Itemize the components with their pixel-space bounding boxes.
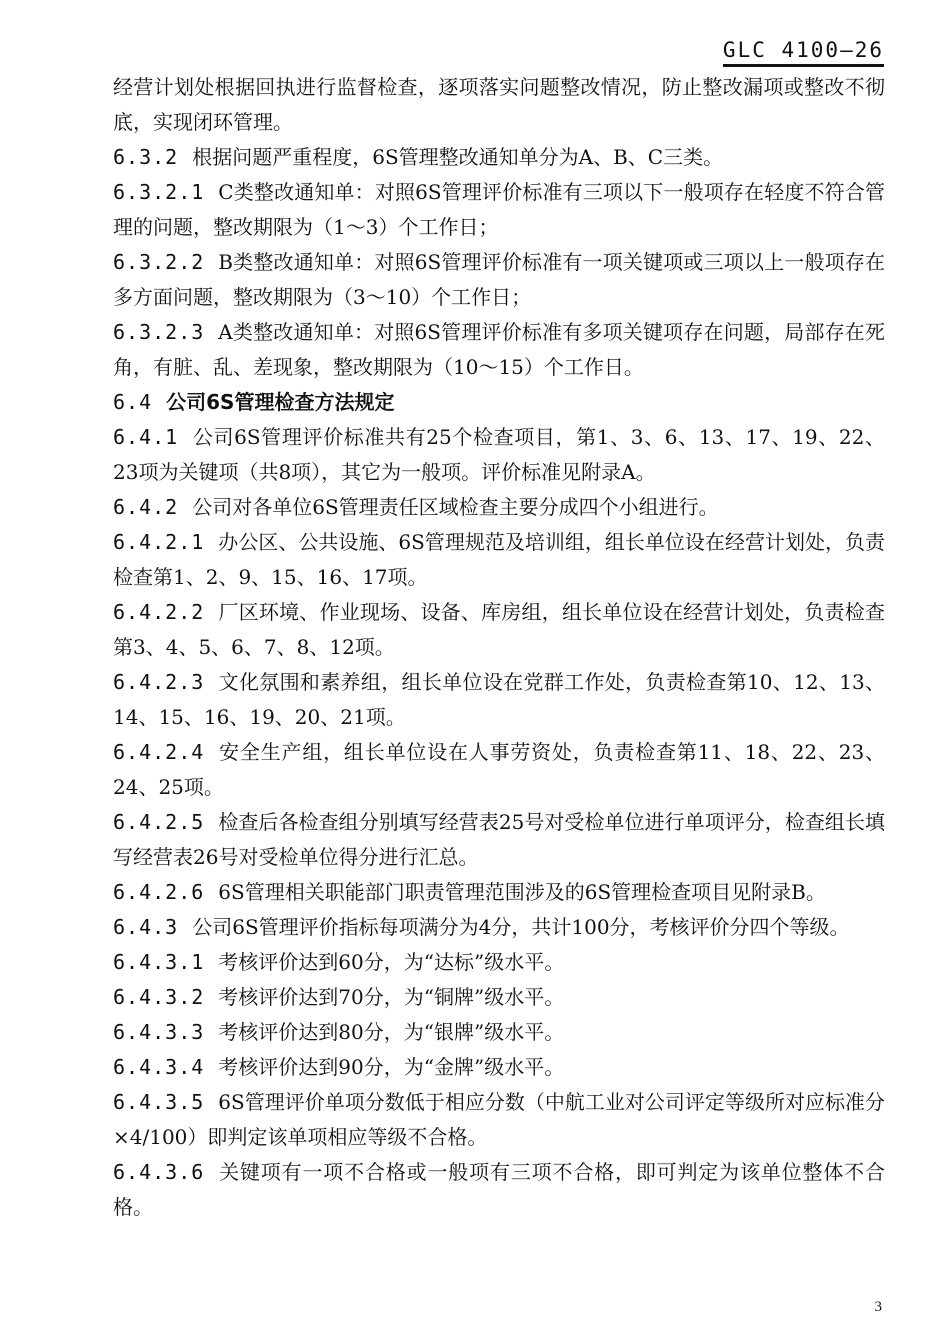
clause-number: 6.4.3.3 bbox=[113, 1020, 205, 1044]
clause-number: 6.4.2 bbox=[113, 495, 179, 519]
paragraph-text: A类整改通知单：对照6S管理评价标准有多项关键项存在问题，局部存在死角，有脏、乱、差现象，整改期限为（10～15）个工作日。 bbox=[113, 320, 885, 379]
paragraph bbox=[113, 315, 885, 385]
clause-number: 6.4.2.3 bbox=[113, 670, 205, 694]
paragraph-text: 考核评价达到80分，为“银牌”级水平。 bbox=[218, 1020, 565, 1044]
paragraph-text: 安全生产组，组长单位设在人事劳资处，负责检查第11、18、22、23、24、25项。 bbox=[113, 740, 885, 799]
paragraph bbox=[113, 420, 885, 490]
paragraph bbox=[113, 1050, 885, 1085]
paragraph bbox=[113, 1155, 885, 1225]
heading-text: 公司6S管理检查方法规定 bbox=[166, 390, 395, 414]
paragraph bbox=[113, 805, 885, 875]
clause-number: 6.4.2.1 bbox=[113, 530, 205, 554]
paragraph-text: 6S管理评价单项分数低于相应分数（中航工业对公司评定等级所对应标准分×4/100）即判定该单项相应等级不合格。 bbox=[113, 1090, 885, 1149]
document-code: GLC 4100—26 bbox=[723, 38, 884, 67]
paragraph-text: 检查后各检查组分别填写经营表25号对受检单位进行单项评分，检查组长填写经营表26号对受检单位得分进行汇总。 bbox=[113, 810, 885, 869]
paragraph bbox=[113, 735, 885, 805]
clause-number: 6.4.1 bbox=[113, 425, 179, 449]
clause-number: 6.4.3.5 bbox=[113, 1090, 205, 1114]
paragraph bbox=[113, 175, 885, 245]
clause-number: 6.3.2.3 bbox=[113, 320, 205, 344]
paragraph-text: 根据问题严重程度，6S管理整改通知单分为A、B、C三类。 bbox=[192, 145, 724, 169]
clause-number: 6.4.2.4 bbox=[113, 740, 205, 764]
paragraph bbox=[113, 875, 885, 910]
paragraph bbox=[113, 525, 885, 595]
paragraph-text: 厂区环境、作业现场、设备、库房组，组长单位设在经营计划处，负责检查第3、4、5、6、7、8、12项。 bbox=[113, 600, 885, 659]
clause-number: 6.4.2.5 bbox=[113, 810, 205, 834]
clause-number: 6.4.2.2 bbox=[113, 600, 205, 624]
paragraph-text: 考核评价达到90分，为“金牌”级水平。 bbox=[218, 1055, 565, 1079]
paragraph bbox=[113, 245, 885, 315]
paragraph bbox=[113, 665, 885, 735]
clause-number: 6.4.3 bbox=[113, 915, 179, 939]
section-heading bbox=[113, 385, 885, 420]
paragraph bbox=[113, 1015, 885, 1050]
paragraph-text: 考核评价达到60分，为“达标”级水平。 bbox=[218, 950, 565, 974]
paragraph-text: 公司对各单位6S管理责任区域检查主要分成四个小组进行。 bbox=[192, 495, 719, 519]
clause-number: 6.3.2.1 bbox=[113, 180, 205, 204]
paragraph bbox=[113, 70, 885, 140]
paragraph-text: 公司6S管理评价标准共有25个检查项目，第1、3、6、13、17、19、22、23项为关键项（共8项），其它为一般项。评价标准见附录A。 bbox=[113, 425, 885, 484]
paragraph bbox=[113, 490, 885, 525]
paragraph-text: 关键项有一项不合格或一般项有三项不合格，即可判定为该单位整体不合格。 bbox=[113, 1160, 885, 1219]
paragraph-text: 经营计划处根据回执进行监督检查，逐项落实问题整改情况，防止整改漏项或整改不彻底，实现闭环管理。 bbox=[113, 75, 885, 134]
clause-number: 6.4.3.4 bbox=[113, 1055, 205, 1079]
clause-number: 6.3.2 bbox=[113, 145, 179, 169]
document-body bbox=[113, 70, 885, 1225]
paragraph bbox=[113, 595, 885, 665]
clause-number: 6.3.2.2 bbox=[113, 250, 205, 274]
paragraph-text: 办公区、公共设施、6S管理规范及培训组，组长单位设在经营计划处，负责检查第1、2、9、15、16、17项。 bbox=[113, 530, 885, 589]
clause-number: 6.4.3.1 bbox=[113, 950, 205, 974]
clause-number: 6.4.3.2 bbox=[113, 985, 205, 1009]
page-number: 3 bbox=[874, 1299, 882, 1315]
paragraph-text: 公司6S管理评价指标每项满分为4分，共计100分，考核评价分四个等级。 bbox=[192, 915, 850, 939]
clause-number: 6.4.2.6 bbox=[113, 880, 205, 904]
clause-number: 6.4 bbox=[113, 390, 153, 414]
paragraph bbox=[113, 1085, 885, 1155]
paragraph-text: B类整改通知单：对照6S管理评价标准有一项关键项或三项以上一般项存在多方面问题，整改期限为（3～10）个工作日； bbox=[113, 250, 885, 309]
paragraph-text: 6S管理相关职能部门职责管理范围涉及的6S管理检查项目见附录B。 bbox=[218, 880, 826, 904]
paragraph-text: C类整改通知单：对照6S管理评价标准有三项以下一般项存在轻度不符合管理的问题，整改期限为（1～3）个工作日； bbox=[113, 180, 885, 239]
paragraph bbox=[113, 980, 885, 1015]
paragraph bbox=[113, 140, 885, 175]
paragraph bbox=[113, 910, 885, 945]
paragraph bbox=[113, 945, 885, 980]
paragraph-text: 文化氛围和素养组，组长单位设在党群工作处，负责检查第10、12、13、14、15、16、19、20、21项。 bbox=[113, 670, 885, 729]
paragraph-text: 考核评价达到70分，为“铜牌”级水平。 bbox=[218, 985, 565, 1009]
clause-number: 6.4.3.6 bbox=[113, 1160, 205, 1184]
